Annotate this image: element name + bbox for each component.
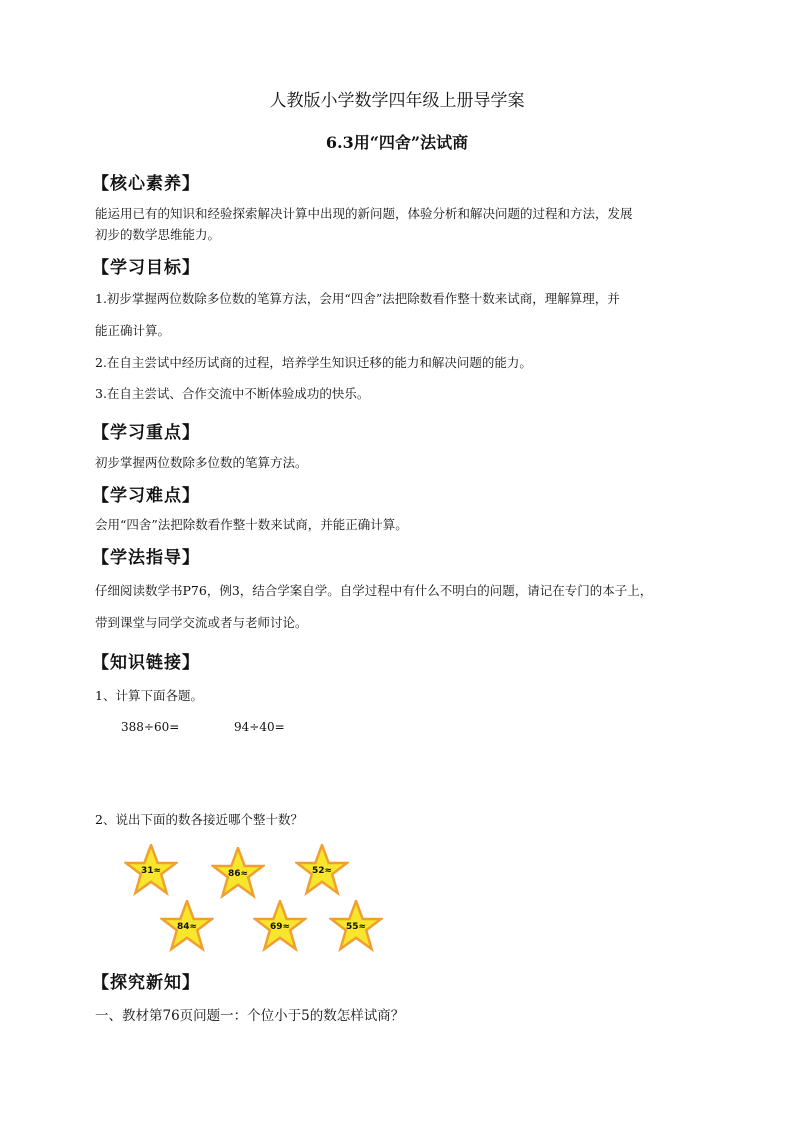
star-badge: [124, 844, 178, 896]
core-line-1: 能运用已有的知识和经验探索解决计算中出现的新问题，体验分析和解决问题的过程和方法，发展: [95, 206, 633, 221]
difficult-line-1: 会用“四舍”法把除数看作整十数来试商，并能正确计算。: [95, 517, 408, 532]
heading-learning-goals: 【学习目标】: [92, 258, 200, 278]
goal-line-2: 能正确计算。: [95, 323, 171, 338]
link-question-1: 1、计算下面各题。: [95, 688, 203, 703]
star-badge: [329, 900, 383, 952]
star-label: 86≈: [227, 869, 249, 879]
calc-item-1: 388÷60=: [121, 720, 180, 734]
heading-difficulties: 【学习难点】: [92, 486, 200, 506]
key-line-1: 初步掌握两位数除多位数的笔算方法。: [95, 455, 308, 470]
star-label: 52≈: [311, 866, 333, 876]
explore-question-1: 一、教材第76页问题一：个位小于5的数怎样试商？: [95, 1008, 405, 1024]
heading-core-literacy: 【核心素养】: [92, 174, 200, 194]
star-badge: [295, 844, 349, 896]
heading-explore-new: 【探究新知】: [92, 973, 200, 993]
goal-line-3: 2.在自主尝试中经历试商的过程，培养学生知识迁移的能力和解决问题的能力。: [95, 355, 532, 370]
lesson-subtitle: 6.3用“四舍”法试商: [325, 133, 469, 152]
heading-method-guide: 【学法指导】: [92, 548, 200, 568]
goal-line-1: 1.初步掌握两位数除多位数的笔算方法，会用“四舍”法把除数看作整十数来试商，理解算理，并: [95, 291, 620, 306]
goal-line-4: 3.在自主尝试、合作交流中不断体验成功的快乐。: [95, 386, 370, 401]
document-title: 人教版小学数学四年级上册导学案: [269, 91, 525, 111]
star-badge: [253, 900, 307, 952]
method-line-1: 仔细阅读数学书P76，例3，结合学案自学。自学过程中有什么不明白的问题，请记在专门的本子上，: [95, 583, 653, 598]
heading-knowledge-link: 【知识链接】: [92, 653, 200, 673]
star-label: 31≈: [140, 866, 162, 876]
core-line-2: 初步的数学思维能力。: [95, 227, 221, 242]
star-label: 55≈: [345, 922, 367, 932]
link-question-2: 2、说出下面的数各接近哪个整十数？: [95, 812, 303, 827]
star-label: 69≈: [269, 922, 291, 932]
calc-item-2: 94÷40=: [234, 720, 285, 734]
heading-key-points: 【学习重点】: [92, 423, 200, 443]
star-badge: [211, 847, 265, 899]
star-badge: [160, 900, 214, 952]
method-line-2: 带到课堂与同学交流或者与老师讨论。: [95, 615, 308, 630]
star-label: 84≈: [176, 922, 198, 932]
